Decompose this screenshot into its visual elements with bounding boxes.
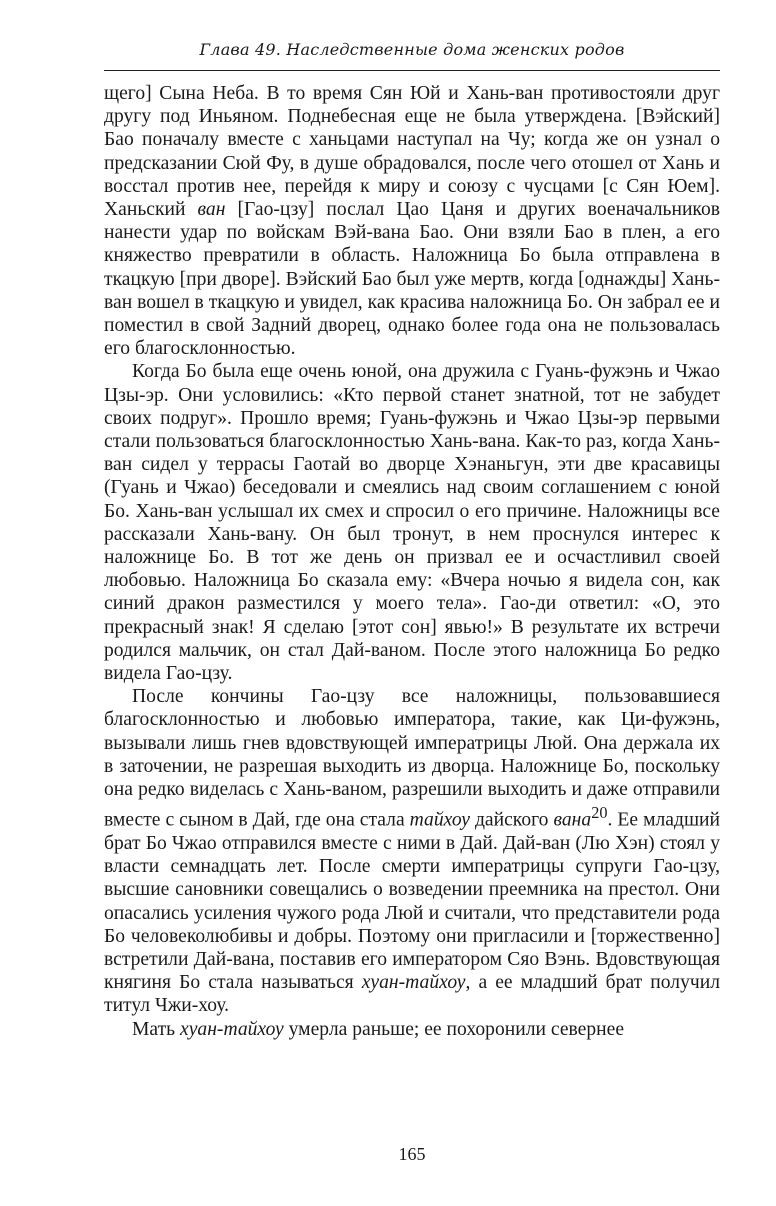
text-run: дайского — [469, 809, 554, 831]
paragraph — [104, 82, 720, 360]
text-run: щего] Сына Неба. В то время Сян Юй и Хань-ван противостояли друг другу под Иньяном. Поднебесная еще не была утверждена. [Вэйский] Бао поначалу вместе с ханьцами наступал на Чу; когда же он узнал о предсказании Сюй Фу, в душе обрадовался, после чего отошел от Хань и восстал против нее, перейдя к миру и союзу с чусцами [с Сян Юем]. Ханьский — [104, 83, 720, 221]
text-run: . Ее младший брат Бо Чжао отправился вместе с ними в Дай. Дай-ван (Лю Хэн) стоял у власти семнадцать лет. После смерти императрицы супруги Гао-цзу, высшие сановники совещались о возведении преемника на престол. Они опасались усиления чужого рода Люй и считали, что представители рода Бо человеколюбивы и добры. Поэтому они пригласили и [торжественно] встретили Дай-вана, поставив его императором Сяо Вэнь. Вдовствующая княгиня Бо стала называться — [104, 809, 721, 994]
page-number: 165 — [398, 1144, 426, 1164]
text-run: Мать — [132, 1018, 181, 1040]
running-head: Глава 49. Наследственные дома женских родов — [199, 40, 625, 59]
italic-term: тайхоу — [409, 809, 470, 831]
text-run: , а ее младший брат получил титул Чжи-хоу. — [104, 972, 720, 1017]
text-run: После кончины Гао-цзу все наложницы, пользовавшиеся благосклонностью и любовью императора, такие, как Ци-фужэнь, вызывали лишь гнев вдовствующей императрицы Люй. Она держала их в заточении, не разрешая выходить из дворца. Наложнице Бо, поскольку она редко виделась с Хань-ваном, разрешили выходить и даже отправили вместе с сыном в Дай, где она стала — [104, 686, 720, 831]
italic-term: вана — [553, 809, 592, 831]
italic-term: хуан-тайхоу — [361, 972, 466, 994]
italic-term: хуан-тайхоу — [180, 1018, 284, 1040]
paragraph — [104, 1018, 720, 1041]
header-rule — [104, 70, 720, 71]
italic-term: ван — [197, 199, 226, 221]
text-run: [Гао-цзу] послал Цао Цаня и других военачальников нанести удар по войскам Вэй-вана Бао. Они взяли Бао в плен, а его княжество превратили в область. Наложница Бо была отправлена в ткацкую [при дворе]. Вэйский Бао был уже мертв, когда [однажды] Хань-ван вошел в ткацкую и увидел, как красива наложница Бо. Он забрал ее и поместил в свой Задний дворец, однако более года она не пользовалась его благосклонностью. — [104, 199, 721, 360]
text-run: умерла раньше; ее похоронили севернее — [283, 1018, 625, 1040]
footnote-marker: 20 — [591, 803, 608, 823]
paragraph — [104, 685, 720, 1017]
paragraph — [104, 360, 720, 685]
body-text — [104, 82, 720, 1041]
text-run: Когда Бо была еще очень юной, она дружила с Гуань-фужэнь и Чжао Цзы-эр. Они условились: «Кто первой станет знатной, тот не забудет своих подруг». Прошло время; Гуань-фужэнь и Чжао Цзы-эр первыми стали пользоваться благосклонностью Хань-вана. Как-то раз, когда Хань-ван сидел у террасы Гаотай во дворце Хэнаньгун, эти две красавицы (Гуань и Чжао) беседовали и смеялись над своим соглашением с юной Бо. Хань-ван услышал их смех и спросил о его причине. Наложницы все рассказали Хань-вану. Он был тронут, в нем проснулся интерес к наложнице Бо. В тот же день он призвал ее и осчастливил своей любовью. Наложница Бо сказала ему: «Вчера ночью я видела сон, как синий дракон разместился у моего тела». Гао-ди ответил: «О, это прекрасный знак! Я сделаю [этот сон] явью!» В результате их встречи родился мальчик, он стал Дай-ваном. После этого наложница Бо редко видела Гао-цзу. — [104, 361, 720, 685]
